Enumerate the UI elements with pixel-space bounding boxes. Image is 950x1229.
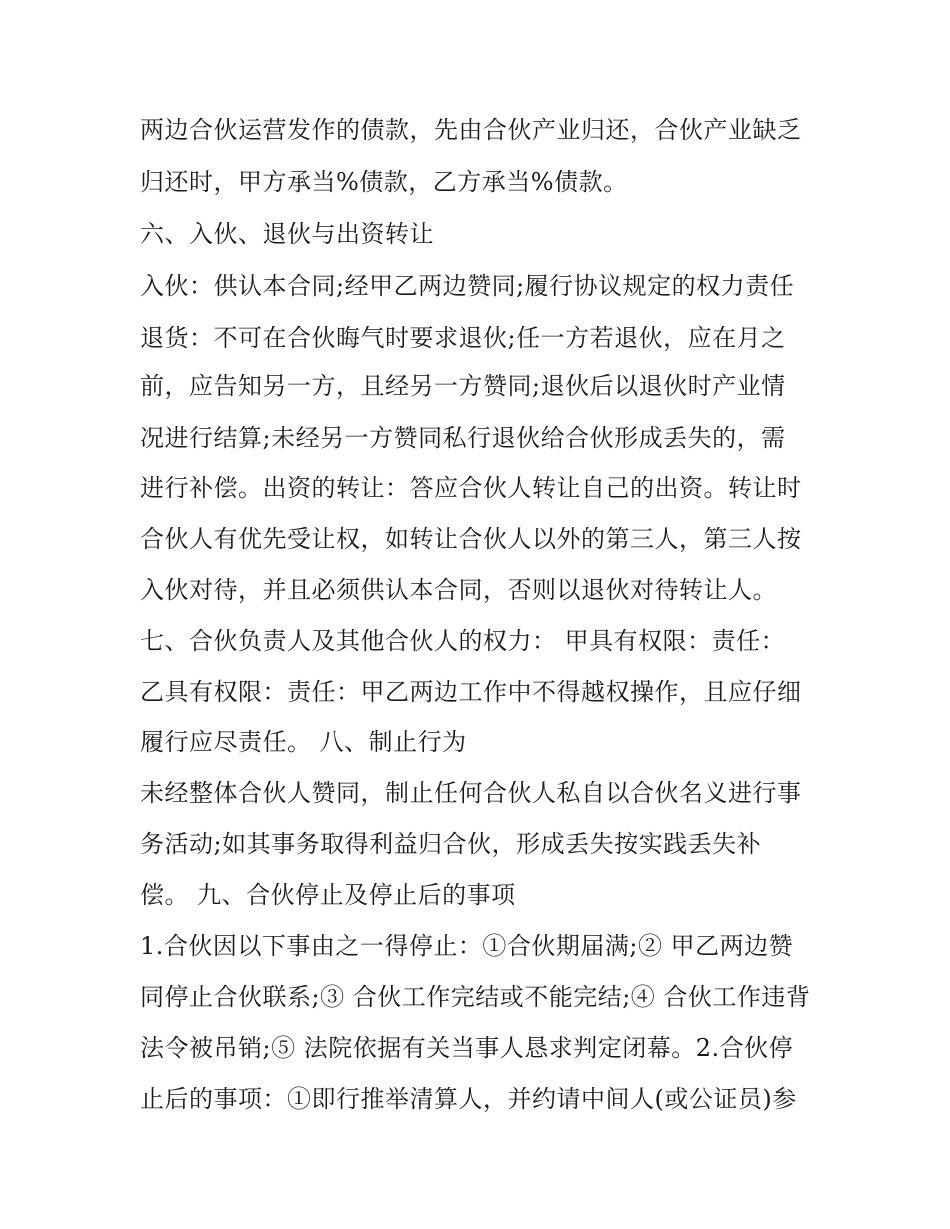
text-line: 前，应告知另一方，且经另一方赞同;退伙后以退伙时产业情 xyxy=(140,372,786,400)
text-line: 偿。 九、合伙停止及停止后的事项 xyxy=(140,881,516,909)
text-line: 归还时，甲方承当%债款，乙方承当%债款。 xyxy=(140,168,628,196)
text-line: 履行应尽责任。 八、制止行为 xyxy=(140,728,467,756)
text-line: 乙具有权限：责任：甲乙两边工作中不得越权操作，且应仔细 xyxy=(140,678,802,706)
section-heading: 六、入伙、退伙与出资转让 xyxy=(140,220,434,248)
text-line: 况进行结算;未经另一方赞同私行退伙给合伙形成丢失的，需 xyxy=(140,424,786,452)
text-line: 同停止合伙联系;③ 合伙工作完结或不能完结;④ 合伙工作违背 xyxy=(140,983,811,1011)
text-line: 进行补偿。出资的转让：答应合伙人转让自己的出资。转让时 xyxy=(140,474,802,502)
text-line: 入伙：供认本合同;经甲乙两边赞同;履行协议规定的权力责任 xyxy=(140,272,795,300)
text-line: 合伙人有优先受让权，如转让合伙人以外的第三人，第三人按 xyxy=(140,525,802,553)
text-line: 两边合伙运营发作的债款，先由合伙产业归还，合伙产业缺乏 xyxy=(140,116,802,144)
text-line: 退货：不可在合伙晦气时要求退伙;任一方若退伙，应在月之 xyxy=(140,324,786,352)
text-line: 止后的事项：①即行推举清算人，并约请中间人(或公证员)参 xyxy=(140,1085,797,1113)
section-heading: 七、合伙负责人及其他合伙人的权力： 甲具有权限：责任： xyxy=(140,627,786,655)
text-line: 务活动;如其事务取得利益归合伙，形成丢失按实践丢失补 xyxy=(140,830,762,858)
text-line: 未经整体合伙人赞同，制止任何合伙人私自以合伙名义进行事 xyxy=(140,779,802,807)
text-line: 入伙对待，并且必须供认本合同，否则以退伙对待转让人。 xyxy=(140,576,777,604)
text-line: 法令被吊销;⑤ 法院依据有关当事人恳求判定闭幕。2.合伙停 xyxy=(140,1034,794,1062)
text-line: 1.合伙因以下事由之一得停止：①合伙期届满;② 甲乙两边赞 xyxy=(140,932,794,960)
